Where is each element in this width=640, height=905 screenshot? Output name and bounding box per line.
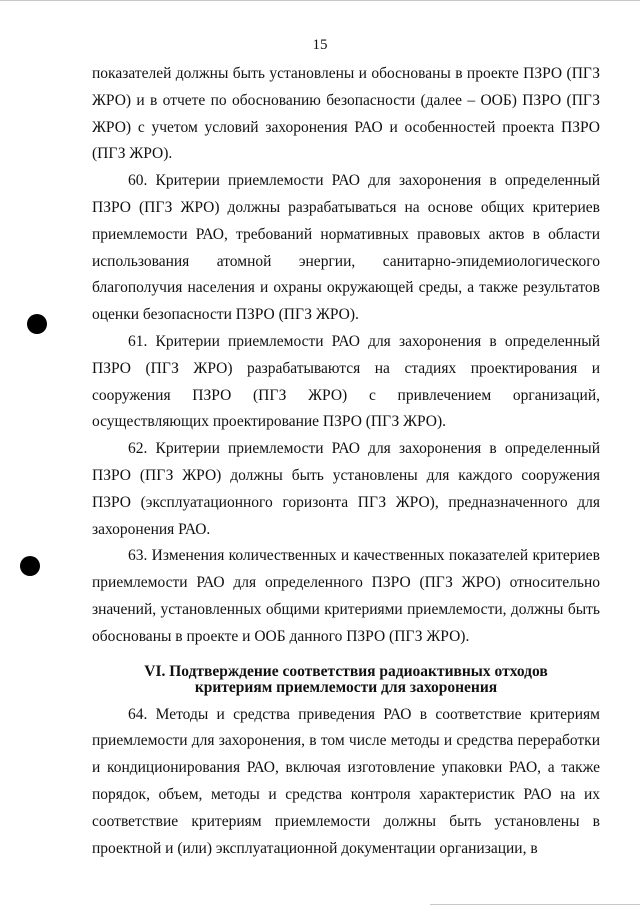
scan-edge-top xyxy=(0,0,640,1)
section-heading-line-1: VI. Подтверждение соответствия радиоактивных отходов xyxy=(144,662,548,680)
page-number: 15 xyxy=(312,37,328,53)
section-heading xyxy=(92,664,600,696)
page-body xyxy=(92,61,600,862)
punch-hole-lower xyxy=(20,556,40,576)
paragraph-64: 64. Методы и средства приведения РАО в соответствие критериям приемлемости для захоронения, в том числе методы и средства переработки и кондиционирования РАО, включая изготовление упаковки РАО, а также порядок, объем, методы и средства контроля характеристик РАО на их соответствие критериям приемлемости должны быть установлены в проектной и (или) эксплуатационной документации организации, в xyxy=(92,705,600,857)
paragraph-61: 61. Критерии приемлемости РАО для захоронения в определенный ПЗРО (ПГЗ ЖРО) разрабатываются на стадиях проектирования и сооружения ПЗРО (ПГЗ ЖРО) с привлечением организаций, осуществляющих проектирование ПЗРО (ПГЗ ЖРО). xyxy=(92,332,600,431)
paragraph-continuation: показателей должны быть установлены и обоснованы в проекте ПЗРО (ПГЗ ЖРО) и в отчете по обоснованию безопасности (далее – ООБ) ПЗРО (ПГЗ ЖРО) с учетом условий захоронения РАО и особенностей проекта ПЗРО (ПГЗ ЖРО). xyxy=(92,65,600,163)
paragraph-62: 62. Критерии приемлемости РАО для захоронения в определенный ПЗРО (ПГЗ ЖРО) должны быть установлены для каждого сооружения ПЗРО (эксплуатационного горизонта ПГЗ ЖРО), предназначенного для захоронения РАО. xyxy=(92,440,600,538)
paragraph-60: 60. Критерии приемлемости РАО для захоронения в определенный ПЗРО (ПГЗ ЖРО) должны разрабатываться на основе общих критериев приемлемости РАО, требований нормативных правовых актов в области использования атомной энергии, санитарно-эпидемиологического благополучия населения и охраны окружающей среды, а также результатов оценки безопасности ПЗРО (ПГЗ ЖРО). xyxy=(92,172,600,324)
punch-hole-upper xyxy=(27,314,47,334)
section-heading-line-2: критериям приемлемости для захоронения xyxy=(194,678,498,696)
paragraph-63: 63. Изменения количественных и качественных показателей критериев приемлемости РАО для определенного ПЗРО (ПГЗ ЖРО) относительно значений, установленных общими критериями приемлемости, должны быть обоснованы в проекте и ООБ данного ПЗРО (ПГЗ ЖРО). xyxy=(92,547,600,645)
